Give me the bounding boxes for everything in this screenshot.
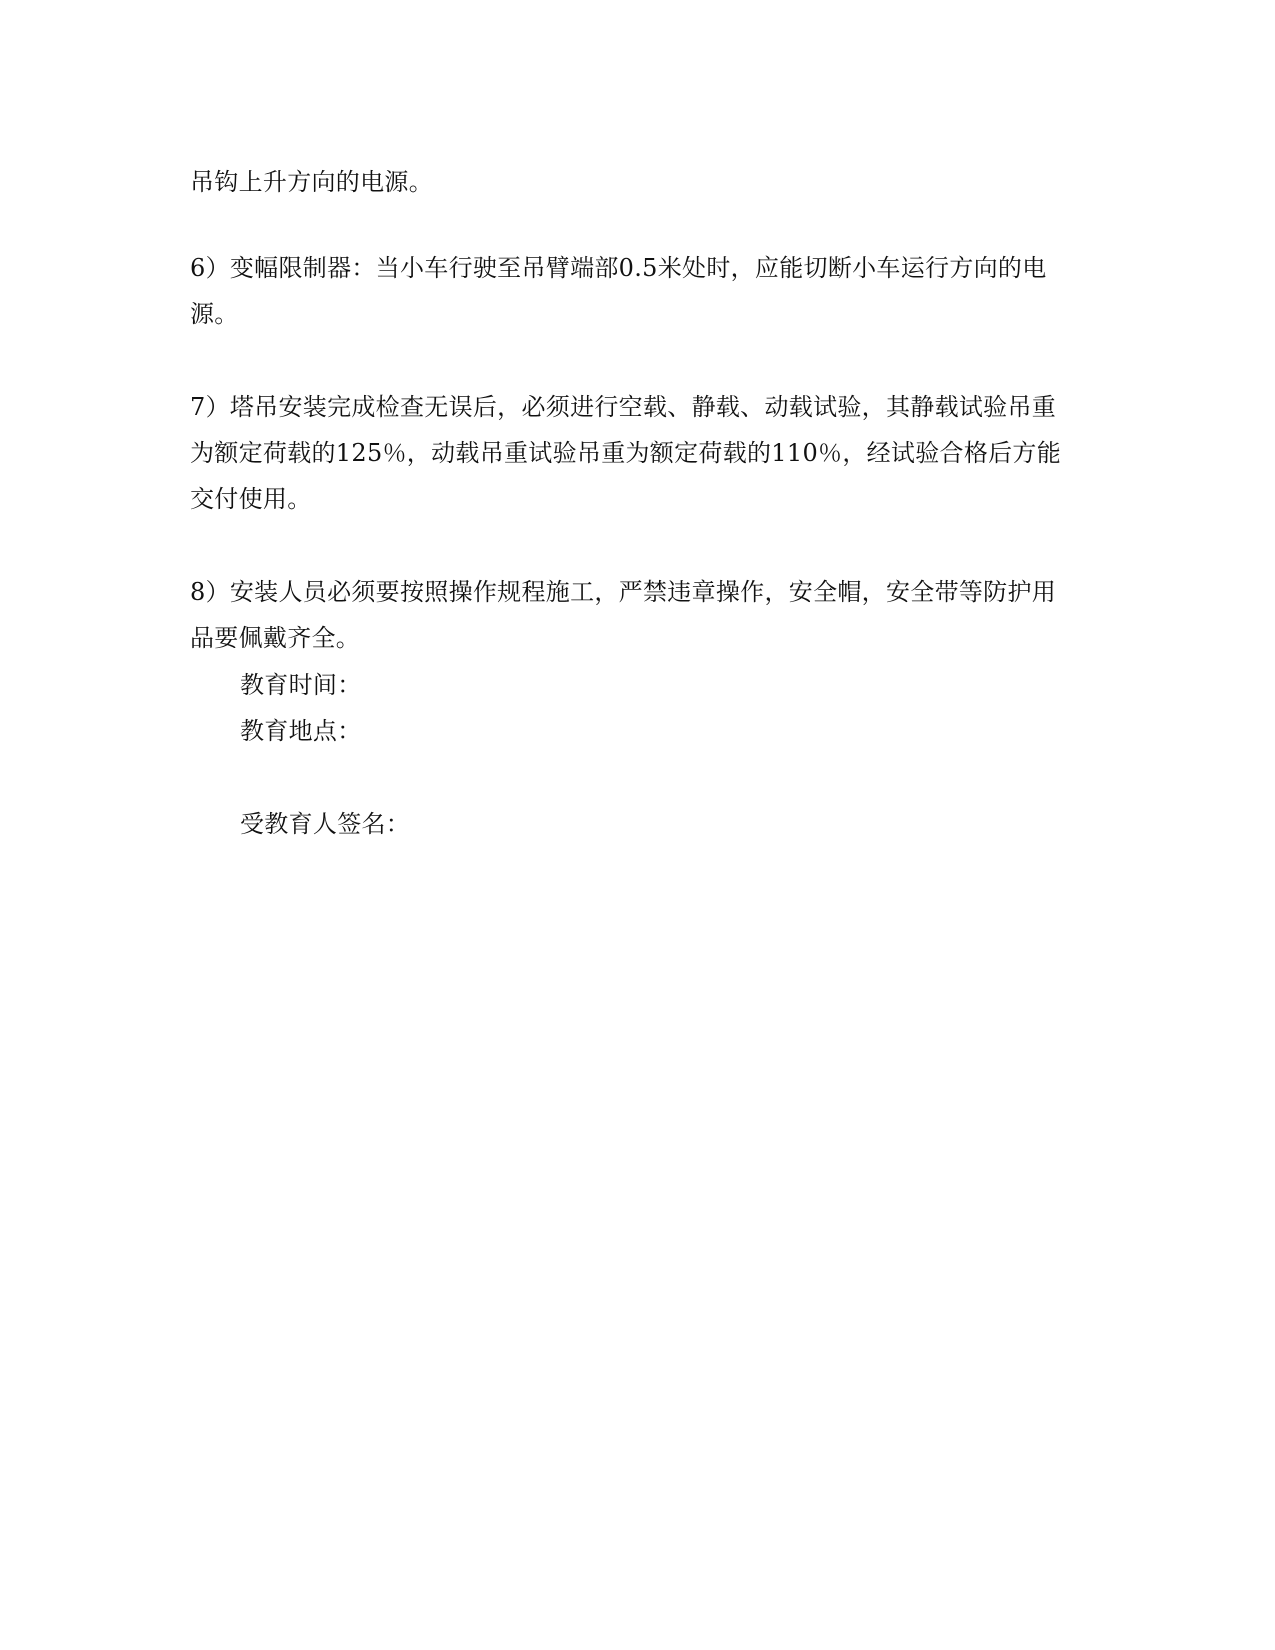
paragraph-line: 交付使用。	[190, 485, 312, 513]
paragraph-line: 品要佩戴齐全。	[190, 624, 361, 652]
paragraph-line: 吊钩上升方向的电源。	[190, 168, 433, 196]
paragraph-line: 为额定荷载的125％，动载吊重试验吊重为额定荷载的110％，经试验合格后方能	[190, 439, 1062, 467]
paragraph-line: 6）变幅限制器：当小车行驶至吊臂端部0.5米处时，应能切断小车运行方向的电	[190, 254, 1047, 282]
education-place-label: 教育地点：	[240, 717, 362, 745]
paragraph-line: 8）安装人员必须要按照操作规程施工，严禁违章操作，安全帽，安全带等防护用	[190, 578, 1057, 606]
paragraph-line: 7）塔吊安装完成检查无误后，必须进行空载、静载、动载试验，其静载试验吊重	[190, 393, 1057, 421]
signature-label: 受教育人签名：	[240, 810, 411, 838]
education-time-label: 教育时间：	[240, 671, 362, 699]
paragraph-line: 源。	[190, 300, 239, 328]
